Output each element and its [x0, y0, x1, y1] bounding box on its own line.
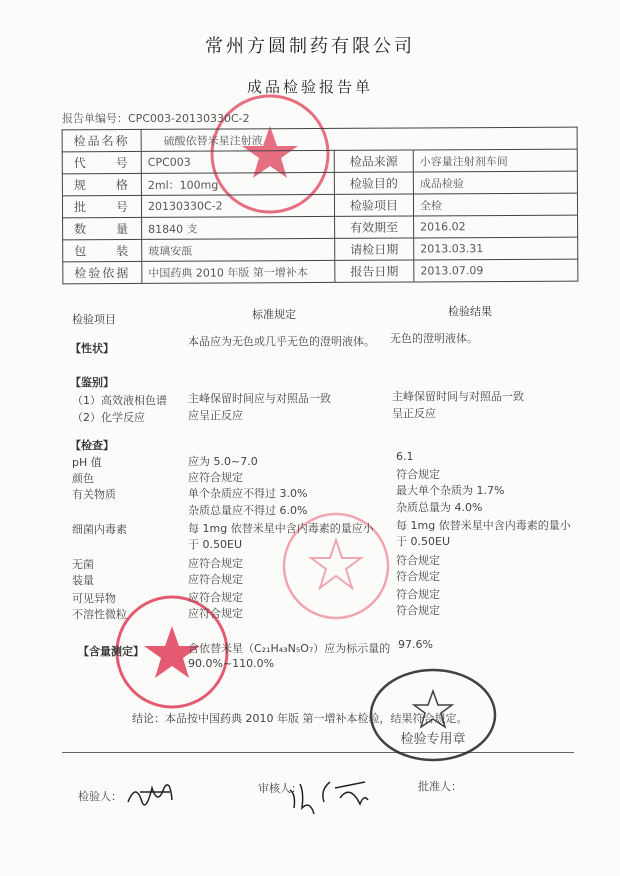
info-label: 包 装	[63, 239, 142, 261]
standard-text: 于 0.50EU	[188, 538, 242, 551]
standard-text: 应为 5.0~7.0	[188, 455, 258, 468]
info-label: 有效期至	[335, 216, 414, 238]
result-text: 6.1	[396, 450, 414, 463]
info-value: CPC003	[141, 150, 334, 173]
standard-text: 应符合规定	[188, 591, 243, 604]
test-item: （2）化学反应	[72, 411, 145, 424]
info-value: 中国药典 2010 年版 第一增补本	[142, 260, 335, 283]
info-label: 代 号	[62, 151, 141, 173]
section-assay: 【含量测定】	[78, 645, 144, 658]
test-item: 有关物质	[72, 488, 116, 501]
test-item: 无菌	[72, 558, 94, 571]
info-label: 检验目的	[334, 172, 413, 194]
result-text: 于 0.50EU	[396, 535, 450, 548]
section-tests: 【检查】	[70, 439, 114, 452]
standard-text: 单个杂质应不得过 3.0%	[188, 487, 308, 500]
standard-text: 应呈正反应	[188, 409, 243, 422]
info-value: 玻璃安瓿	[142, 238, 335, 261]
info-label: 批 号	[62, 195, 141, 217]
info-label: 规 格	[62, 173, 141, 195]
result-text: 呈正反应	[392, 407, 436, 420]
test-item: 颜色	[72, 472, 94, 485]
company-name: 常州方圆制药有限公司	[205, 36, 415, 57]
standard-text: 含依替米星（C₂₁H₄₃N₅O₇）应为标示量的	[188, 642, 391, 655]
result-text: 符合规定	[396, 588, 440, 601]
column-header-result: 检验结果	[448, 305, 492, 318]
standard-text: 本品应为无色或几乎无色的澄明液体。	[188, 335, 375, 348]
result-text: 符合规定	[396, 570, 440, 583]
result-text: 杂质总量为 4.0%	[396, 501, 483, 514]
report-number-value: CPC003-20130330C-2	[128, 112, 250, 125]
standard-text: 每 1mg 依替米星中含内毒素的量应小	[188, 522, 374, 535]
info-label: 检验依据	[63, 261, 142, 283]
info-label: 请检日期	[335, 238, 414, 260]
result-text: 符合规定	[396, 554, 440, 567]
info-label: 检验项目	[334, 194, 413, 216]
info-label: 检品名称	[62, 129, 141, 151]
info-value: 2013.07.09	[414, 259, 578, 282]
column-header-standard: 标准规定	[252, 308, 296, 321]
standard-text: 90.0%~110.0%	[188, 657, 275, 670]
standard-text: 杂质总量应不得过 6.0%	[188, 504, 308, 517]
result-text: 无色的澄明液体。	[390, 332, 478, 345]
standard-text: 应符合规定	[188, 557, 243, 570]
svg-text:检验专用章: 检验专用章	[400, 732, 466, 747]
info-value: 硫酸依替米星注射液	[141, 127, 577, 151]
info-label: 数 量	[63, 217, 142, 239]
info-value: 2016.02	[414, 215, 578, 238]
test-item: 装量	[72, 574, 94, 587]
test-item: pH 值	[72, 456, 102, 469]
column-header-item: 检验项目	[72, 313, 116, 326]
info-value: 81840 支	[142, 216, 335, 239]
approver-label: 批准人：	[418, 780, 462, 793]
info-value: 小容量注射剂车间	[413, 149, 577, 172]
result-text: 97.6%	[398, 638, 433, 651]
test-item: 不溶性微粒	[72, 608, 127, 621]
result-text: 每 1mg 依替米星中含内毒素的量小	[396, 519, 571, 532]
standard-text: 应符合规定	[188, 607, 243, 620]
report-title: 成品检验报告单	[246, 78, 373, 96]
standard-text: 应符合规定	[188, 471, 243, 484]
result-text: 符合规定	[396, 604, 440, 617]
info-value: 成品检验	[413, 171, 577, 194]
inspector-label: 检验人：	[78, 790, 122, 803]
standard-text: 主峰保留时间应与对照品一致	[188, 392, 331, 405]
info-label: 检品来源	[334, 150, 413, 172]
section-identification: 【鉴别】	[70, 376, 114, 389]
reviewer-label: 审核人：	[258, 782, 302, 795]
test-item: 可见异物	[72, 592, 116, 605]
section-appearance: 【性状】	[70, 342, 114, 355]
report-number-label: 报告单编号：	[62, 112, 128, 125]
info-value: 20130330C-2	[141, 194, 334, 217]
test-item: 细菌内毒素	[72, 523, 127, 536]
info-value: 全检	[413, 193, 577, 216]
conclusion: 结论：本品按中国药典 2010 年版 第一增补本检验，结果符合规定。	[132, 712, 468, 725]
result-text: 主峰保留时间与对照品一致	[392, 390, 524, 403]
result-text: 最大单个杂质为 1.7%	[396, 484, 505, 497]
result-text: 符合规定	[396, 468, 440, 481]
info-value: 2ml：100mg	[141, 172, 334, 195]
report-number	[62, 110, 250, 126]
product-info-table	[62, 127, 579, 285]
test-item: （1）高效液相色谱	[72, 394, 167, 407]
info-label: 报告日期	[335, 260, 414, 282]
standard-text: 应符合规定	[188, 573, 243, 586]
info-value: 2013.03.31	[414, 237, 578, 260]
